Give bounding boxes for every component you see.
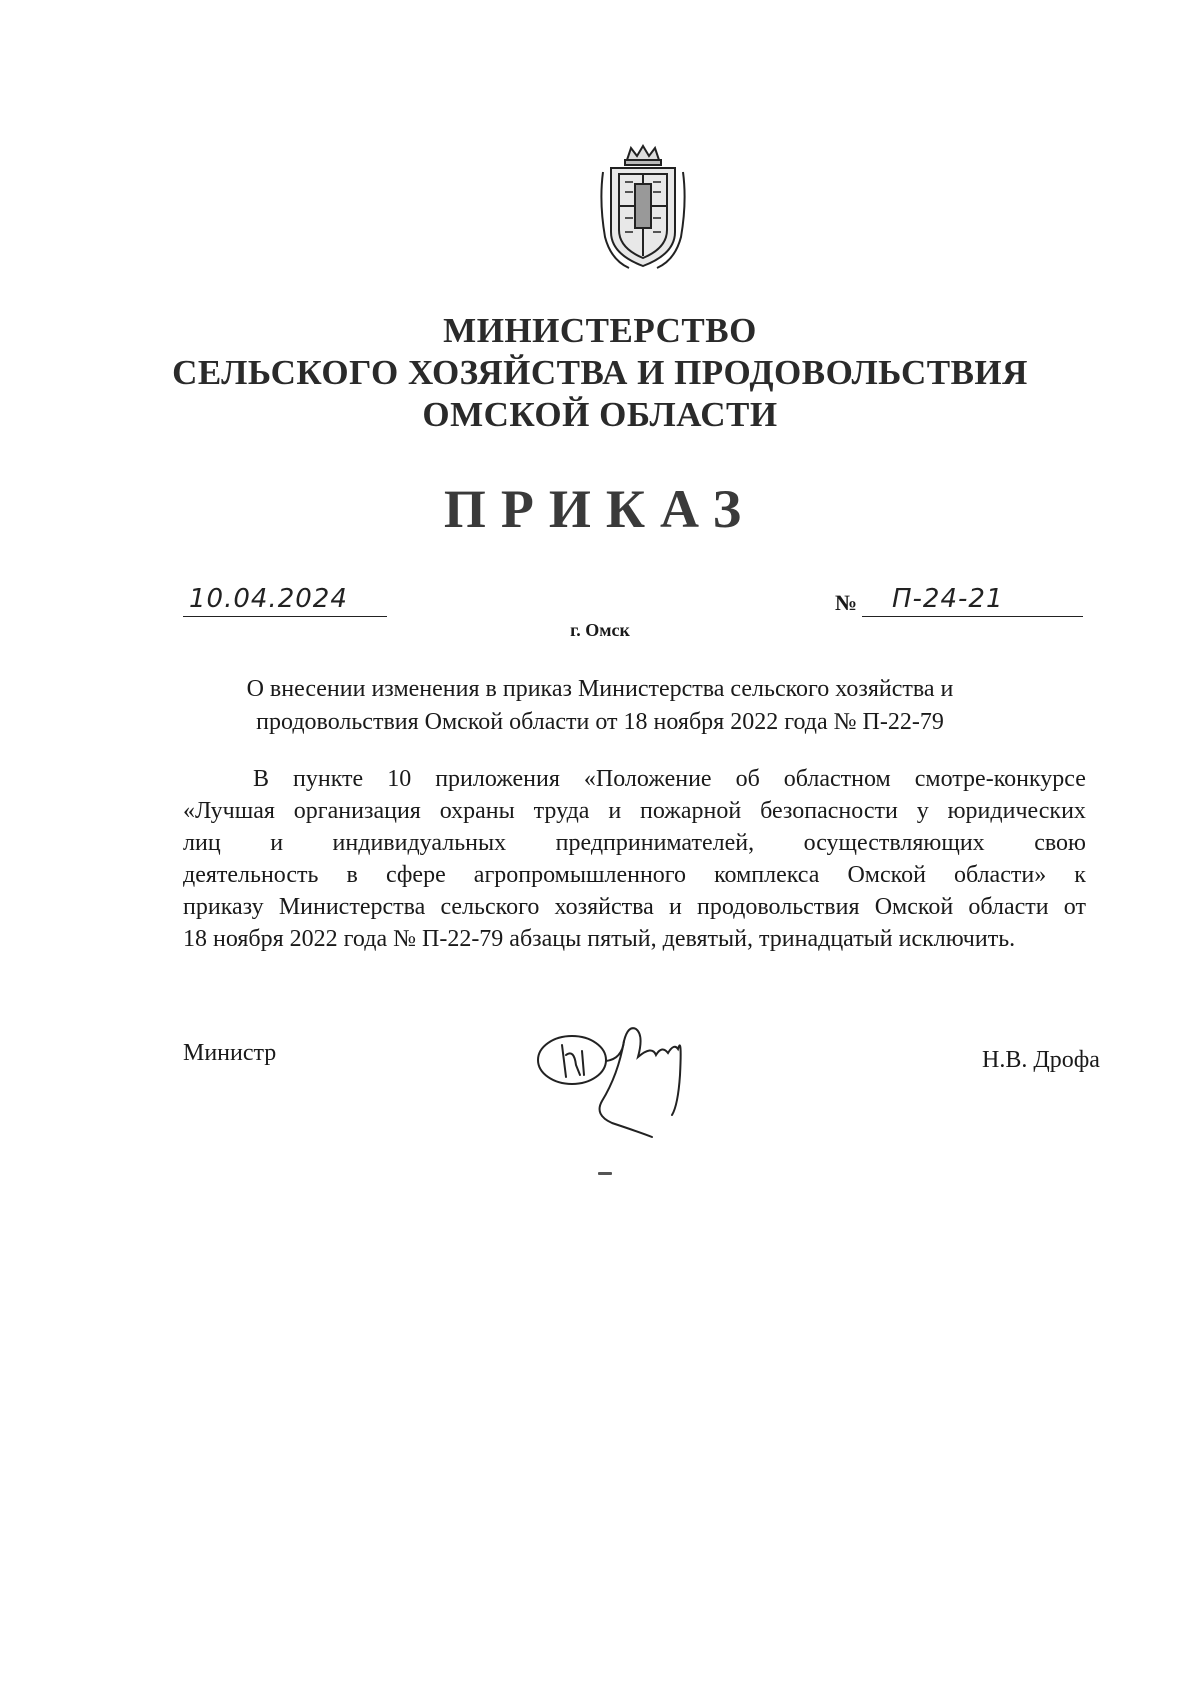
body-word: осуществляющих [803,830,985,856]
number-value: П-24-21 [892,584,1004,614]
document-subject [160,673,1040,739]
handwritten-signature [532,1005,712,1155]
body-word: продовольствия [697,894,860,920]
body-word: в [346,862,358,888]
body-word: комплекса [714,862,820,888]
city: г. Омск [570,620,630,640]
body-line [183,859,1086,891]
subject-line-2: продовольствия Омской области от 18 ноября 2022 года № П-22-79 [256,709,944,735]
body-word: сельского [440,894,540,920]
number-field [862,580,1083,617]
body-word: и [270,830,284,856]
subject-line-1: О внесении изменения в приказ Министерства сельского хозяйства и [246,676,954,702]
ministry-title-line-3: ОМСКОЙ ОБЛАСТИ [422,395,778,434]
body-word: смотре-конкурсе [914,766,1086,792]
body-word: Министерства [278,894,426,920]
body-word: и [608,798,622,824]
body-word: сфере [385,862,446,888]
body-word: труда [533,798,590,824]
body-word: приложения [435,766,560,792]
body-word: Омской [847,862,926,888]
body-word: у [916,798,929,824]
body-word: индивидуальных [332,830,507,856]
body-word: пожарной [640,798,742,824]
scan-mark [598,1172,612,1175]
body-line [183,763,1086,795]
body-word: 10 [387,766,412,792]
body-line [183,923,1086,955]
body-word: областном [783,766,891,792]
number-label: № [835,590,858,615]
ministry-title-line-2: СЕЛЬСКОГО ХОЗЯЙСТВА И ПРОДОВОЛЬСТВИЯ [172,353,1028,392]
body-word: деятельность [183,862,319,888]
body-word: лиц [183,830,221,856]
body-word: В [253,766,270,792]
body-word: «Лучшая [183,798,275,824]
body-word: области [968,894,1049,920]
body-word: об [735,766,760,792]
signatory-name: Н.В. Дрофа [982,1047,1100,1073]
coat-of-arms-icon [597,142,689,272]
body-word: хозяйства [554,894,654,920]
body-word: предпринимателей, [555,830,755,856]
body-word: охраны [439,798,515,824]
body-word: агропромышленного [473,862,687,888]
body-word: Омской [874,894,954,920]
body-line [183,795,1086,827]
body-word: пункте [293,766,364,792]
signatory-title: Министр [183,1040,277,1066]
date-value: 10.04.2024 [189,584,348,614]
body-word: от [1063,894,1086,920]
ministry-title-line-1: МИНИСТЕРСТВО [443,311,757,350]
body-word: свою [1034,830,1086,856]
body-word: «Положение [583,766,712,792]
body-word: 18 ноября 2022 года № П-22-79 абзацы пятый, девятый, тринадцатый исключить. [183,926,1016,952]
body-line [183,827,1086,859]
date-field [183,580,387,617]
body-word: безопасности [760,798,898,824]
body-word: юридических [947,798,1086,824]
body-word: к [1074,862,1086,888]
body-word: области» [953,862,1047,888]
body-word: и [668,894,682,920]
body-word: организация [293,798,421,824]
body-line [183,891,1086,923]
ministry-title [0,310,1200,436]
body-word: приказу [183,894,264,920]
body-paragraph [183,763,1086,955]
document-type-heading: ПРИКАЗ [443,479,757,539]
